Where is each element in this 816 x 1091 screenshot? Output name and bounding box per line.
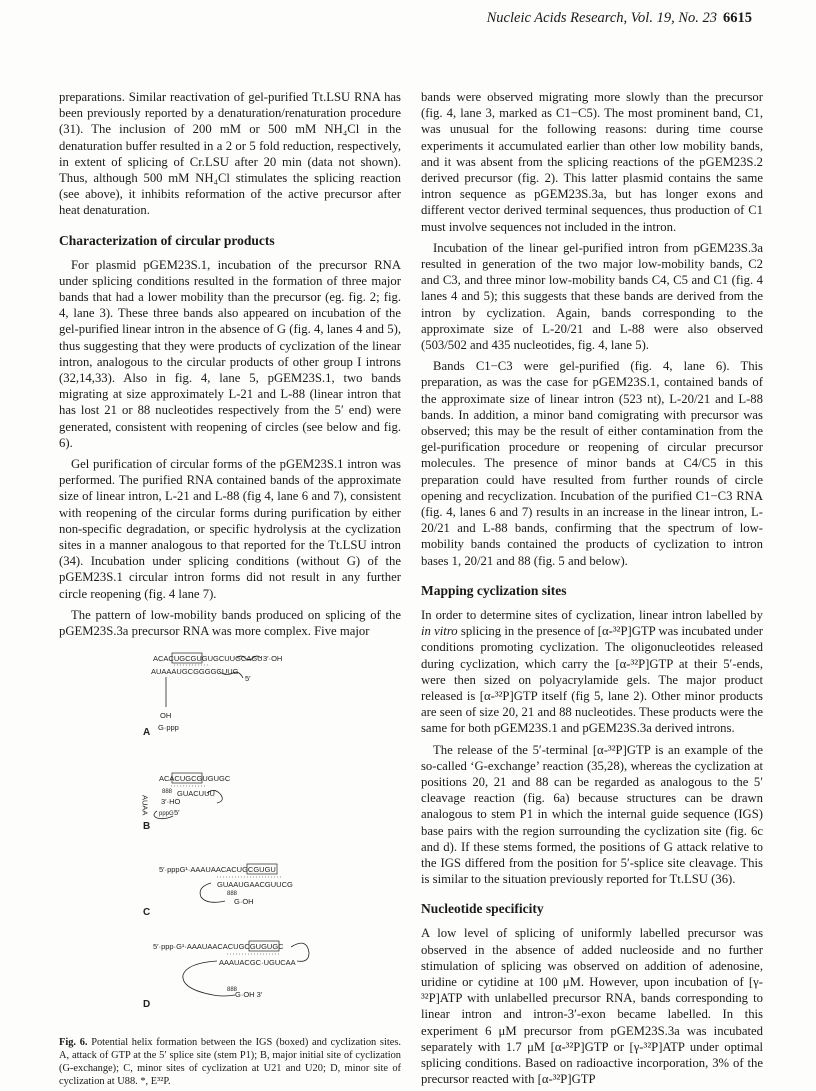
paragraph: Bands C1−C3 were gel-purified (fig. 4, lane 6). This preparation, as was the case for pGEM23S.1, contained bands of the approximate size of linear intron (523 nt), L-20/21 and L-88 bands. In addition, a minor band comigrating with precursor was observed; this may be the result of either contamination from the gel-purification procedure or reopening of circular precursor molecules. The presence of minor bands at C4/C5 in this preparation could have resulted from further rounds of circle opening and recyclization. Incubation of the purified C1−C3 RNA (fig. 4, lanes 6 and 7) results in an increase in the linear intron, L-20/21 and L-88 bands, confirming that the spectrum of low-mobility bands contained the products of cyclization to intron bases 1, 20/21 and 88 (fig. 5 and below). [421,359,763,568]
panel-a-oh: OH [160,711,172,721]
panel-b-ho: 3′·HO [161,797,181,807]
text-run: In order to determine sites of cyclization, linear intron labelled by [421,607,763,622]
section-heading-mapping-cyclization: Mapping cyclization sites [421,582,567,598]
panel-a-5-end: 5′ [245,674,251,684]
paragraph: The pattern of low-mobility bands produced on splicing of the pGEM23S.3a precursor RNA was more complex. Five major [59,607,401,639]
panel-d-top-seq: 5′·ppp·G¹·AAAUAACACUGCGUGUGC [153,942,284,952]
figure-caption [59,1037,401,1088]
figure-6-diagram [59,645,401,1037]
figure-6 [59,645,401,1037]
panel-a-gppp: G·ppp [158,723,179,733]
panel-c-oh: G·OH [234,897,254,907]
panel-a-top-seq: ACACUGCGUGUGCUUGCAGU [153,654,263,664]
running-header [487,10,752,27]
panel-b-mid-seq: GUACUUU [177,789,215,799]
paragraph: The release of the 5′-terminal [α-³²P]GTP is an example of the so-called ‘G-exchange’ reaction (35,28), whereas the cyclization at positions 20, 21 and 88 can be regarded as analogous to the 5′ cleavage reaction (fig. 6a) because structures can be drawn analogous to stem P1 in which the internal guide sequence (IGS) base pairs with the region surrounding the cyclization site (fig. 6c and d). If these stems formed, the positions of G attack relative to the IGS differed from the position for 5′-splice site cleavage. This is similar to the situation previously reported for Tt.LSU (36). [421,742,763,887]
panel-d-mid-seq: AAAUACGC·UGUCAA [219,958,296,968]
panel-d [143,941,309,1010]
text-run: splicing in the presence of [α-³²P]GTP was incubated under conditions promoting cyclization. The oligonucleotides released during cyclization, which carry the [α-³²P]GTP at their 5′-ends, were then sized on polyacrylamide gels. The major product released is [α-³²P]GTP itself (fig 5, lane 2). Other minor products are seen of size 20, 21 and 88 nucleotides. These products were the same for both pGEM23S.1 and pGEM23S.3a derived introns. [421,624,763,736]
paragraph: bands were observed migrating more slowly than the precursor (fig. 4, lane 3, marked as C1−C5). The most prominent band, C1, was unusual for the following reasons: during time course experiments it accumulated earlier than other low mobility bands, and it was absent from the splicing reactions of the pGEM23S.2 derived precursor (fig. 2). This latter plasmid contains the same intron sequence as pGEM23S.3a, but has longer exons and different vector derived terminal sequences, thus production of C1 must involve sequences not included in the intron. [421,90,763,234]
panel-d-oh: G·OH 3′ [235,990,263,1000]
journal-citation: Nucleic Acids Research, Vol. 19, No. 23 [486,10,717,26]
left-column [59,89,401,1088]
paragraph: Incubation of the linear gel-purified intron from pGEM23S.3a resulted in generation of the two major low-mobility bands, C2 and C3, and three minor low-mobility bands C4, C5 and C1 (fig. 4 lanes 4 and 5); this suggests that these bands are derived from the intron by cyclization. Again, bands corresponding to the approximate size of L-20/21 and L-88 were also observed (503/502 and 435 nucleotides, fig. 4, lane 5). [421,240,763,353]
panel-c-nums: 888 [227,891,238,898]
panel-b-ppp: pppG [159,811,174,818]
paragraph: Gel purification of circular forms of the pGEM23S.1 intron was performed. The purified RNA contained bands of the approximate size of linear intron, L-21 and L-88 (fig 4, lane 6 and 7), consistent with reopening of the circular forms during purification by either non-specific degradation, or specific hydrolysis at the cyclization sites in a manner analogous to that reported for the Tt.LSU intron (34). Incubation under splicing conditions (without G) of the pGEM23S.1 circular intron forms did not result in any further circle reopening (fig. 4 lane 7). [59,457,401,601]
right-column [421,89,763,1087]
panel-letter: A [143,727,151,739]
paragraph: For plasmid pGEM23S.1, incubation of the precursor RNA under splicing conditions resulted in the formation of three major bands that had a lower mobility than the precursor (eg. fig. 2; fig. 4, lane 3). These three bands also appeared on incubation of the gel-purified linear intron in the absence of G (fig. 4, lanes 4 and 5), thus suggesting that they were products of cyclization of the linear intron, analogous to the circular products of other group I introns (32,14,33). Also in fig. 4, lane 5, pGEM23S.1, two bands migrating at size approximately L-21 and L-88 (linear intron that has lost 21 or 88 nucleotides respectively from the 5′ end) were generated, consistent with reopening of circles (see below and fig. 6). [59,257,401,450]
italic-run: in vitro [421,624,458,639]
caption-label: Fig. 6. [59,1037,88,1049]
paragraph [421,607,763,737]
panel-b-left-seq: AUAA [140,795,150,816]
panel-b [141,773,231,832]
page-number: 6615 [723,10,752,26]
section-heading-nucleotide-specificity: Nucleotide specificity [421,901,544,917]
paragraph: preparations. Similar reactivation of gel-purified Tt.LSU RNA has been previously reported by a denaturation/renaturation procedure (31). The inclusion of 200 mM or 500 mM NH₄Cl in the denaturation buffer resulted in a 2 or 5 fold reduction, respectively, in extent of splicing of Cr.LSU after 20 min (data not shown). Thus, although 500 mM NH₄Cl stimulates the splicing reaction (see above), it inhibits reformation of the active precursor after heat denaturation. [59,90,401,218]
panel-d-nums: 888 [227,987,238,994]
panel-c-top-seq: 5′·pppG¹·AAAUAACACUGCGUGU [159,865,276,875]
section-heading-circular-products: Characterization of circular products [59,232,275,248]
panel-a-3-end: 3′·OH [263,654,283,664]
panel-letter: C [143,907,151,919]
panel-letter: D [143,999,151,1011]
panel-c [143,864,293,918]
panel-b-nums: 888 [162,789,173,796]
panel-letter: B [143,821,151,833]
panel-b-5-end: 5′ [174,808,180,818]
caption-text: Potential helix formation between the IGS (boxed) and cyclization sites. A, attack of GTP at the 5′ splice site (stem P1); B, major initial site of cyclization (G-exchange); C, minor sites of cyclization at U21 and U20; D, minor site of cyclization at U88. *, E³²P. [59,1037,401,1087]
panel-c-mid-seq: GUAAUGAACGUUCG [217,880,293,890]
panel-b-top-seq: ACACUGCGUGUGC [159,774,231,784]
paragraph: A low level of splicing of uniformly labelled precursor was observed in the absence of added nucleoside and no further stimulation of splicing was observed on addition of adenosine, uridine or cytidine at 100 μM. However, upon incubation of [γ-³²P]ATP with unlabelled precursor RNA, bands corresponding to linear intron and intron-3′-exon became labelled. In this experiment 6 μM precursor from pGEM23S.3a was incubated separately with 1.7 μM [α-³²P]GTP or [γ-³²P]ATP under optimal splicing conditions. Based on radioactive incorporation, 3% of the precursor reacted with [α-³²P]GTP [421,926,763,1087]
panel-a [143,653,282,738]
panel-a-bottom-seq: AUAAAUGCGGGGCUUG [151,667,239,677]
